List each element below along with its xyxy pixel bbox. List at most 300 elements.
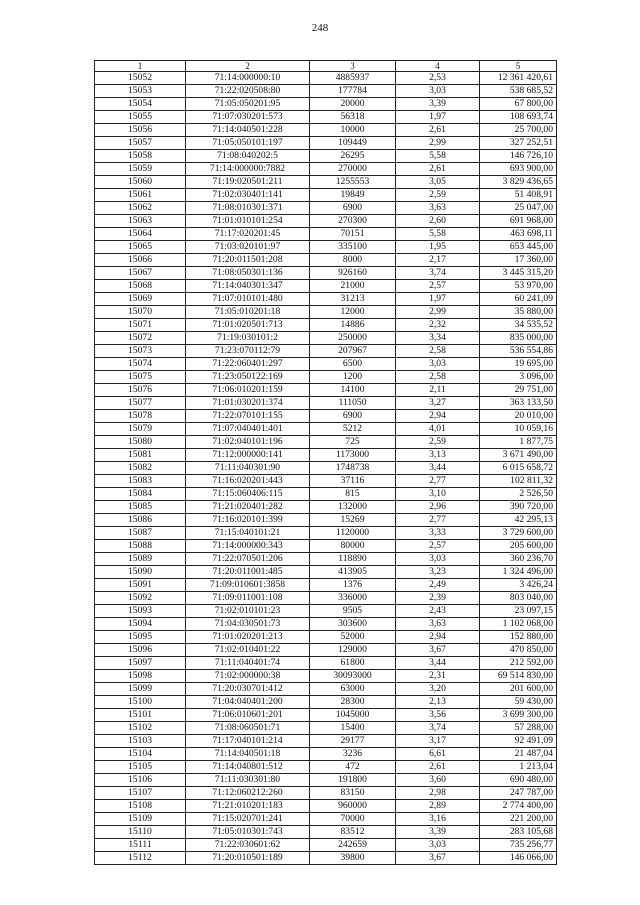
row-number-cell: 15096: [95, 644, 186, 657]
rate-cell: 3,33: [396, 527, 480, 540]
value-cell: 146 066,00: [480, 852, 557, 865]
rate-cell: 2,61: [396, 761, 480, 774]
area-cell: 70151: [310, 228, 396, 241]
column-header-2: 2: [186, 61, 310, 72]
cadastral-number-cell: 71:11:040401:74: [186, 657, 310, 670]
value-cell: 363 133,50: [480, 397, 557, 410]
area-cell: 129000: [310, 644, 396, 657]
value-cell: 20 010,00: [480, 410, 557, 423]
cadastral-number-cell: 71:15:040101:21: [186, 527, 310, 540]
row-number-cell: 15068: [95, 280, 186, 293]
table-row: [95, 475, 557, 488]
area-cell: 1748738: [310, 462, 396, 475]
rate-cell: 5,58: [396, 150, 480, 163]
table-row: [95, 423, 557, 436]
table-row: [95, 228, 557, 241]
row-number-cell: 15066: [95, 254, 186, 267]
row-number-cell: 15087: [95, 527, 186, 540]
cadastral-number-cell: 71:11:030301:80: [186, 774, 310, 787]
area-cell: 29177: [310, 735, 396, 748]
rate-cell: 3,67: [396, 852, 480, 865]
area-cell: 15400: [310, 722, 396, 735]
row-number-cell: 15103: [95, 735, 186, 748]
table-row: [95, 371, 557, 384]
table-row: [95, 449, 557, 462]
cadastral-number-cell: 71:17:020201:45: [186, 228, 310, 241]
rate-cell: 2,98: [396, 787, 480, 800]
rate-cell: 3,20: [396, 683, 480, 696]
rate-cell: 2,57: [396, 280, 480, 293]
value-cell: 29 751,00: [480, 384, 557, 397]
table-row: [95, 696, 557, 709]
rate-cell: 3,74: [396, 722, 480, 735]
area-cell: 111050: [310, 397, 396, 410]
value-cell: 2 774 400,00: [480, 800, 557, 813]
rate-cell: 4,01: [396, 423, 480, 436]
value-cell: 12 361 420,61: [480, 72, 557, 85]
rate-cell: 3,16: [396, 813, 480, 826]
rate-cell: 2,58: [396, 345, 480, 358]
row-number-cell: 15089: [95, 553, 186, 566]
cadastral-number-cell: 71:03:020101:97: [186, 241, 310, 254]
table-row: [95, 787, 557, 800]
value-cell: 1 324 496,00: [480, 566, 557, 579]
cadastral-number-cell: 71:02:010401:22: [186, 644, 310, 657]
area-cell: 21000: [310, 280, 396, 293]
area-cell: 4885937: [310, 72, 396, 85]
value-cell: 3 699 300,00: [480, 709, 557, 722]
cadastral-number-cell: 71:15:020701:241: [186, 813, 310, 826]
value-cell: 835 000,00: [480, 332, 557, 345]
value-cell: 693 900,00: [480, 163, 557, 176]
table-row: [95, 267, 557, 280]
rate-cell: 3,03: [396, 85, 480, 98]
rate-cell: 2,11: [396, 384, 480, 397]
area-cell: 80000: [310, 540, 396, 553]
row-number-cell: 15070: [95, 306, 186, 319]
table-row: [95, 98, 557, 111]
value-cell: 19 695,00: [480, 358, 557, 371]
table-row: [95, 813, 557, 826]
row-number-cell: 15072: [95, 332, 186, 345]
value-cell: 59 430,00: [480, 696, 557, 709]
table-row: [95, 826, 557, 839]
table-row: [95, 397, 557, 410]
table-row: [95, 436, 557, 449]
area-cell: 335100: [310, 241, 396, 254]
value-cell: 23 097,15: [480, 605, 557, 618]
cadastral-number-cell: 71:22:060401:297: [186, 358, 310, 371]
rate-cell: 3,03: [396, 553, 480, 566]
table-row: [95, 553, 557, 566]
rate-cell: 6,61: [396, 748, 480, 761]
area-cell: 63000: [310, 683, 396, 696]
rate-cell: 2,61: [396, 163, 480, 176]
cadastral-number-cell: 71:07:040401:401: [186, 423, 310, 436]
rate-cell: 3,39: [396, 826, 480, 839]
rate-cell: 3,44: [396, 657, 480, 670]
table-row: [95, 462, 557, 475]
table-row: [95, 189, 557, 202]
value-cell: 3 671 490,00: [480, 449, 557, 462]
value-cell: 67 800,00: [480, 98, 557, 111]
value-cell: 691 968,00: [480, 215, 557, 228]
rate-cell: 5,58: [396, 228, 480, 241]
cadastral-number-cell: 71:23:050122:169: [186, 371, 310, 384]
value-cell: 690 480,00: [480, 774, 557, 787]
value-cell: 3 729 600,00: [480, 527, 557, 540]
value-cell: 201 600,00: [480, 683, 557, 696]
table-row: [95, 72, 557, 85]
rate-cell: 3,56: [396, 709, 480, 722]
cadastral-number-cell: 71:14:000000:343: [186, 540, 310, 553]
row-number-cell: 15057: [95, 137, 186, 150]
value-cell: 92 491,09: [480, 735, 557, 748]
value-cell: 538 685,52: [480, 85, 557, 98]
table-row: [95, 215, 557, 228]
row-number-cell: 15098: [95, 670, 186, 683]
cadastral-number-cell: 71:15:060406:115: [186, 488, 310, 501]
cadastral-number-cell: 71:08:060501:71: [186, 722, 310, 735]
area-cell: 472: [310, 761, 396, 774]
table-row: [95, 722, 557, 735]
row-number-cell: 15079: [95, 423, 186, 436]
table-row: [95, 163, 557, 176]
cadastral-number-cell: 71:16:020201:443: [186, 475, 310, 488]
rate-cell: 3,03: [396, 358, 480, 371]
table-row: [95, 566, 557, 579]
value-cell: 69 514 830,00: [480, 670, 557, 683]
area-cell: 5212: [310, 423, 396, 436]
value-cell: 51 408,91: [480, 189, 557, 202]
rate-cell: 2,31: [396, 670, 480, 683]
row-number-cell: 15059: [95, 163, 186, 176]
area-cell: 52000: [310, 631, 396, 644]
cadastral-number-cell: 71:07:030201:573: [186, 111, 310, 124]
table-row: [95, 306, 557, 319]
table-row: [95, 85, 557, 98]
table-row: [95, 527, 557, 540]
row-number-cell: 15083: [95, 475, 186, 488]
table-row: [95, 202, 557, 215]
rate-cell: 2,99: [396, 306, 480, 319]
row-number-cell: 15064: [95, 228, 186, 241]
rate-cell: 3,67: [396, 644, 480, 657]
rate-cell: 3,74: [396, 267, 480, 280]
value-cell: 390 720,00: [480, 501, 557, 514]
area-cell: 413905: [310, 566, 396, 579]
area-cell: 28300: [310, 696, 396, 709]
row-number-cell: 15100: [95, 696, 186, 709]
table-row: [95, 852, 557, 865]
cadastral-number-cell: 71:21:010201:183: [186, 800, 310, 813]
value-cell: 34 535,52: [480, 319, 557, 332]
row-number-cell: 15077: [95, 397, 186, 410]
rate-cell: 2,59: [396, 189, 480, 202]
cadastral-number-cell: 71:19:020501:211: [186, 176, 310, 189]
row-number-cell: 15062: [95, 202, 186, 215]
area-cell: 1173000: [310, 449, 396, 462]
row-number-cell: 15058: [95, 150, 186, 163]
area-cell: 12000: [310, 306, 396, 319]
row-number-cell: 15055: [95, 111, 186, 124]
area-cell: 83512: [310, 826, 396, 839]
area-cell: 14886: [310, 319, 396, 332]
cadastral-number-cell: 71:05:010301:743: [186, 826, 310, 839]
row-number-cell: 15111: [95, 839, 186, 852]
area-cell: 14100: [310, 384, 396, 397]
row-number-cell: 15053: [95, 85, 186, 98]
cadastral-number-cell: 71:16:020101:399: [186, 514, 310, 527]
area-cell: 26295: [310, 150, 396, 163]
table-row: [95, 735, 557, 748]
row-number-cell: 15081: [95, 449, 186, 462]
rate-cell: 2,99: [396, 137, 480, 150]
area-cell: 191800: [310, 774, 396, 787]
area-cell: 6500: [310, 358, 396, 371]
table-row: [95, 709, 557, 722]
cadastral-number-cell: 71:01:030201:374: [186, 397, 310, 410]
cadastral-number-cell: 71:04:030501:73: [186, 618, 310, 631]
area-cell: 815: [310, 488, 396, 501]
rate-cell: 2,58: [396, 371, 480, 384]
value-cell: 25 047,00: [480, 202, 557, 215]
value-cell: 463 698,11: [480, 228, 557, 241]
value-cell: 221 200,00: [480, 813, 557, 826]
area-cell: 132000: [310, 501, 396, 514]
row-number-cell: 15102: [95, 722, 186, 735]
row-number-cell: 15071: [95, 319, 186, 332]
column-header-row: [95, 61, 557, 72]
cadastral-number-cell: 71:01:020501:713: [186, 319, 310, 332]
area-cell: 207967: [310, 345, 396, 358]
area-cell: 1120000: [310, 527, 396, 540]
table-row: [95, 618, 557, 631]
row-number-cell: 15097: [95, 657, 186, 670]
table-row: [95, 774, 557, 787]
row-number-cell: 15069: [95, 293, 186, 306]
table-row: [95, 748, 557, 761]
row-number-cell: 15061: [95, 189, 186, 202]
row-number-cell: 15104: [95, 748, 186, 761]
rate-cell: 3,17: [396, 735, 480, 748]
value-cell: 3 426,24: [480, 579, 557, 592]
cadastral-number-cell: 71:09:011001:108: [186, 592, 310, 605]
cadastral-number-cell: 71:14:040301:347: [186, 280, 310, 293]
cadastral-number-cell: 71:20:030701:412: [186, 683, 310, 696]
area-cell: 37116: [310, 475, 396, 488]
area-cell: 1200: [310, 371, 396, 384]
register-table: [94, 60, 557, 865]
rate-cell: 1,95: [396, 241, 480, 254]
rate-cell: 2,17: [396, 254, 480, 267]
rate-cell: 2,60: [396, 215, 480, 228]
cadastral-number-cell: 71:14:040501:228: [186, 124, 310, 137]
rate-cell: 3,27: [396, 397, 480, 410]
row-number-cell: 15112: [95, 852, 186, 865]
table-row: [95, 514, 557, 527]
table-row: [95, 319, 557, 332]
rate-cell: 2,39: [396, 592, 480, 605]
table-row: [95, 761, 557, 774]
row-number-cell: 15073: [95, 345, 186, 358]
cadastral-number-cell: 71:14:040501:18: [186, 748, 310, 761]
row-number-cell: 15086: [95, 514, 186, 527]
value-cell: 102 811,32: [480, 475, 557, 488]
table-row: [95, 579, 557, 592]
area-cell: 19849: [310, 189, 396, 202]
table-row: [95, 345, 557, 358]
table-row: [95, 800, 557, 813]
row-number-cell: 15095: [95, 631, 186, 644]
value-cell: 25 700,00: [480, 124, 557, 137]
cadastral-number-cell: 71:04:040401:200: [186, 696, 310, 709]
area-cell: 8000: [310, 254, 396, 267]
cadastral-number-cell: 71:22:020508:80: [186, 85, 310, 98]
table-row: [95, 384, 557, 397]
area-cell: 336000: [310, 592, 396, 605]
table-row: [95, 176, 557, 189]
value-cell: 2 526,50: [480, 488, 557, 501]
table-row: [95, 488, 557, 501]
cadastral-number-cell: 71:05:050201:95: [186, 98, 310, 111]
area-cell: 1045000: [310, 709, 396, 722]
value-cell: 212 592,00: [480, 657, 557, 670]
cadastral-number-cell: 71:22:070501:206: [186, 553, 310, 566]
rate-cell: 2,57: [396, 540, 480, 553]
table-row: [95, 293, 557, 306]
value-cell: 35 880,00: [480, 306, 557, 319]
cadastral-number-cell: 71:11:040301:90: [186, 462, 310, 475]
rate-cell: 3,05: [396, 176, 480, 189]
cadastral-number-cell: 71:19:030101:2: [186, 332, 310, 345]
cadastral-number-cell: 71:20:010501:189: [186, 852, 310, 865]
row-number-cell: 15074: [95, 358, 186, 371]
table-row: [95, 332, 557, 345]
row-number-cell: 15052: [95, 72, 186, 85]
value-cell: 470 850,00: [480, 644, 557, 657]
value-cell: 327 252,51: [480, 137, 557, 150]
row-number-cell: 15093: [95, 605, 186, 618]
table-row: [95, 605, 557, 618]
table-row: [95, 137, 557, 150]
value-cell: 10 059,16: [480, 423, 557, 436]
value-cell: 536 554,86: [480, 345, 557, 358]
cadastral-number-cell: 71:12:060212:260: [186, 787, 310, 800]
column-header-5: 5: [480, 61, 557, 72]
rate-cell: 2,77: [396, 514, 480, 527]
value-cell: 3 829 436,65: [480, 176, 557, 189]
row-number-cell: 15067: [95, 267, 186, 280]
table-row: [95, 124, 557, 137]
table-row: [95, 644, 557, 657]
rate-cell: 1,97: [396, 293, 480, 306]
area-cell: 6900: [310, 410, 396, 423]
area-cell: 9505: [310, 605, 396, 618]
cadastral-number-cell: 71:14:000000:7882: [186, 163, 310, 176]
table-row: [95, 592, 557, 605]
area-cell: 83150: [310, 787, 396, 800]
row-number-cell: 15075: [95, 371, 186, 384]
rate-cell: 2,59: [396, 436, 480, 449]
table-row: [95, 683, 557, 696]
value-cell: 360 236,70: [480, 553, 557, 566]
area-cell: 270000: [310, 163, 396, 176]
table-row: [95, 111, 557, 124]
row-number-cell: 15084: [95, 488, 186, 501]
cadastral-number-cell: 71:02:030401:141: [186, 189, 310, 202]
area-cell: 270300: [310, 215, 396, 228]
area-cell: 926160: [310, 267, 396, 280]
table-row: [95, 501, 557, 514]
row-number-cell: 15085: [95, 501, 186, 514]
area-cell: 10000: [310, 124, 396, 137]
table-row: [95, 150, 557, 163]
value-cell: 152 880,00: [480, 631, 557, 644]
value-cell: 653 445,00: [480, 241, 557, 254]
cadastral-number-cell: 71:05:050101:197: [186, 137, 310, 150]
rate-cell: 3,39: [396, 98, 480, 111]
row-number-cell: 15094: [95, 618, 186, 631]
table-body: [95, 72, 557, 865]
rate-cell: 2,77: [396, 475, 480, 488]
area-cell: 177784: [310, 85, 396, 98]
area-cell: 1376: [310, 579, 396, 592]
row-number-cell: 15107: [95, 787, 186, 800]
rate-cell: 2,43: [396, 605, 480, 618]
rate-cell: 3,60: [396, 774, 480, 787]
row-number-cell: 15060: [95, 176, 186, 189]
cadastral-number-cell: 71:20:011501:208: [186, 254, 310, 267]
rate-cell: 2,49: [396, 579, 480, 592]
value-cell: 3 096,00: [480, 371, 557, 384]
value-cell: 108 693,74: [480, 111, 557, 124]
value-cell: 3 445 315,20: [480, 267, 557, 280]
cadastral-number-cell: 71:01:020201:213: [186, 631, 310, 644]
area-cell: 6900: [310, 202, 396, 215]
cadastral-number-cell: 71:05:010201:18: [186, 306, 310, 319]
row-number-cell: 15088: [95, 540, 186, 553]
area-cell: 39800: [310, 852, 396, 865]
cadastral-number-cell: 71:02:010101:23: [186, 605, 310, 618]
area-cell: 118890: [310, 553, 396, 566]
table-row: [95, 358, 557, 371]
cadastral-number-cell: 71:22:030601:62: [186, 839, 310, 852]
value-cell: 6 015 658,72: [480, 462, 557, 475]
column-header-1: 1: [95, 61, 186, 72]
table-row: [95, 839, 557, 852]
table-row: [95, 631, 557, 644]
cadastral-number-cell: 71:14:000000:10: [186, 72, 310, 85]
cadastral-number-cell: 71:06:010601:201: [186, 709, 310, 722]
rate-cell: 2,32: [396, 319, 480, 332]
cadastral-number-cell: 71:12:000000:141: [186, 449, 310, 462]
area-cell: 15269: [310, 514, 396, 527]
cadastral-number-cell: 71:20:011001:485: [186, 566, 310, 579]
row-number-cell: 15078: [95, 410, 186, 423]
value-cell: 21 487,04: [480, 748, 557, 761]
row-number-cell: 15080: [95, 436, 186, 449]
row-number-cell: 15092: [95, 592, 186, 605]
area-cell: 56318: [310, 111, 396, 124]
row-number-cell: 15082: [95, 462, 186, 475]
value-cell: 57 288,00: [480, 722, 557, 735]
value-cell: 1 877,75: [480, 436, 557, 449]
table-row: [95, 657, 557, 670]
cadastral-number-cell: 71:08:040202:5: [186, 150, 310, 163]
cadastral-number-cell: 71:02:040101:196: [186, 436, 310, 449]
area-cell: 242659: [310, 839, 396, 852]
